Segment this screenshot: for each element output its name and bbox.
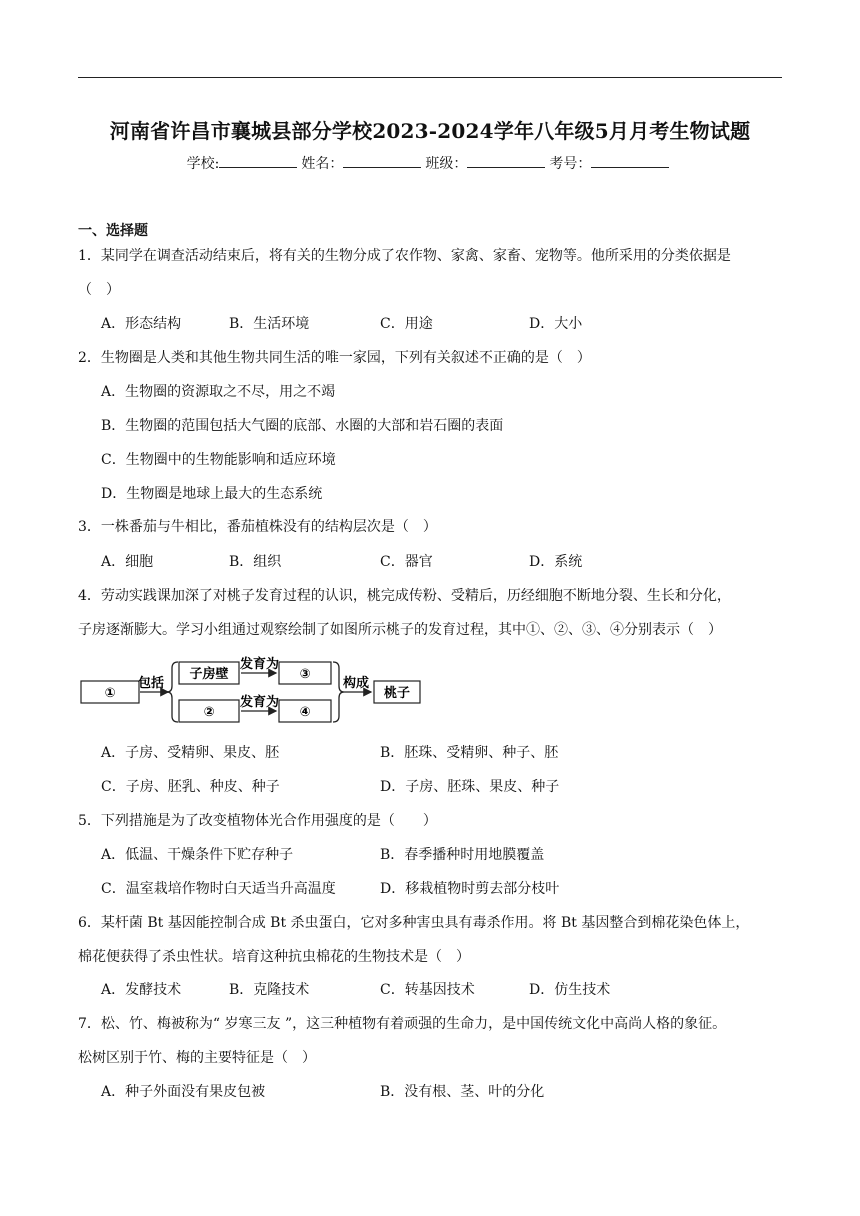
- q1-option-d: D．大小: [529, 316, 583, 332]
- q1-stem-line1: 1．某同学在调查活动结束后，将有关的生物分成了农作物、家禽、家畜、宠物等。他所采用的分类依据是: [78, 248, 731, 264]
- diagram-label-ovary-wall: 子房壁: [189, 667, 229, 682]
- page-title: 河南省许昌市襄城县部分学校2023-2024学年八年级5月月考生物试题: [109, 119, 751, 143]
- diagram-label-4: ④: [299, 705, 311, 720]
- q7-option-b: B．没有根、茎、叶的分化: [380, 1084, 545, 1100]
- q6-option-d: D．仿生技术: [529, 982, 611, 998]
- diagram-label-3: ③: [299, 667, 311, 682]
- top-rule: [78, 77, 782, 78]
- q6-stem-line1: 6．某杆菌 Bt 基因能控制合成 Bt 杀虫蛋白，它对多种害虫具有毒杀作用。将 Bt 基因整合到棉花染色体上，: [78, 915, 750, 931]
- exam-no-label: 考号：: [549, 156, 592, 172]
- q2-option-b: B．生物圈的范围包括大气圈的底部、水圈的大部和岩石圈的表面: [101, 418, 504, 434]
- q3-option-a: A．细胞: [101, 554, 154, 570]
- q5-option-d: D．移栽植物时剪去部分枝叶: [380, 881, 560, 897]
- diagram-label-develop-1: 发育为: [240, 657, 280, 672]
- q4-option-c: C．子房、胚乳、种皮、种子: [101, 779, 280, 795]
- q6-option-c: C．转基因技术: [380, 982, 475, 998]
- diagram-label-2: ②: [203, 705, 215, 720]
- diagram-right-brace: [333, 662, 344, 722]
- class-blank: [467, 154, 545, 168]
- q1-stem-line2: （ ）: [78, 282, 120, 298]
- q3-option-d: D．系统: [529, 554, 583, 570]
- q5-option-a: A．低温、干燥条件下贮存种子: [101, 847, 294, 863]
- q7-option-a: A．种子外面没有果皮包被: [101, 1084, 266, 1100]
- diagram-label-form: 构成: [343, 676, 370, 691]
- section-title: 一、选择题: [78, 223, 148, 239]
- q4-option-a: A．子房、受精卵、果皮、胚: [101, 745, 280, 761]
- q5-option-c: C．温室栽培作物时白天适当升高温度: [101, 881, 336, 897]
- exam-no-blank: [591, 154, 669, 168]
- q4-option-b: B．胚珠、受精卵、种子、胚: [380, 745, 559, 761]
- diagram-left-brace: [167, 662, 178, 722]
- diagram-label-1: ①: [104, 686, 116, 701]
- q6-stem-line2: 棉花便获得了杀虫性状。培育这种抗虫棉花的生物技术是（ ）: [78, 949, 470, 965]
- diagram-label-include: 包括: [138, 676, 165, 691]
- q6-option-b: B．克隆技术: [229, 982, 310, 998]
- student-info-line: [0, 153, 860, 173]
- q2-option-c: C．生物圈中的生物能影响和适应环境: [101, 452, 336, 468]
- q1-option-a: A．形态结构: [101, 316, 182, 332]
- q3-option-b: B．组织: [229, 554, 282, 570]
- q5-option-b: B．春季播种时用地膜覆盖: [380, 847, 545, 863]
- diagram-label-peach: 桃子: [383, 686, 411, 701]
- q1-option-c: C．用途: [380, 316, 433, 332]
- q7-stem-line2: 松树区别于竹、梅的主要特征是（ ）: [78, 1050, 316, 1066]
- q4-stem-line1: 4．劳动实践课加深了对桃子发育过程的认识，桃完成传粉、受精后，历经细胞不断地分裂、生长和分化，: [78, 588, 731, 604]
- class-label: 班级：: [425, 156, 468, 172]
- q4-option-d: D．子房、胚珠、果皮、种子: [380, 779, 560, 795]
- q7-stem-line1: 7．松、竹、梅被称为“ 岁寒三友 ”，这三种植物有着顽强的生命力，是中国传统文化中高尚人格的象征。: [78, 1016, 727, 1032]
- q1-option-b: B．生活环境: [229, 316, 310, 332]
- q2-option-a: A．生物圈的资源取之不尽，用之不竭: [101, 384, 336, 400]
- q2-option-d: D．生物圈是地球上最大的生态系统: [101, 486, 323, 502]
- q2-stem: 2．生物圈是人类和其他生物共同生活的唯一家园，下列有关叙述不正确的是（ ）: [78, 350, 591, 366]
- name-blank: [343, 154, 421, 168]
- peach-development-diagram: [80, 656, 440, 726]
- diagram-label-develop-2: 发育为: [240, 695, 280, 710]
- school-blank: [219, 154, 297, 168]
- school-label: 学校:: [186, 156, 220, 172]
- name-label: 姓名：: [301, 156, 344, 172]
- q3-option-c: C．器官: [380, 554, 433, 570]
- q3-stem: 3．一株番茄与牛相比，番茄植株没有的结构层次是（ ）: [78, 519, 437, 535]
- q5-stem: 5．下列措施是为了改变植物体光合作用强度的是（ ）: [78, 813, 437, 829]
- q6-option-a: A．发酵技术: [101, 982, 182, 998]
- q4-stem-line2: 子房逐渐膨大。学习小组通过观察绘制了如图所示桃子的发育过程，其中①、②、③、④分别表示（ ）: [78, 622, 722, 638]
